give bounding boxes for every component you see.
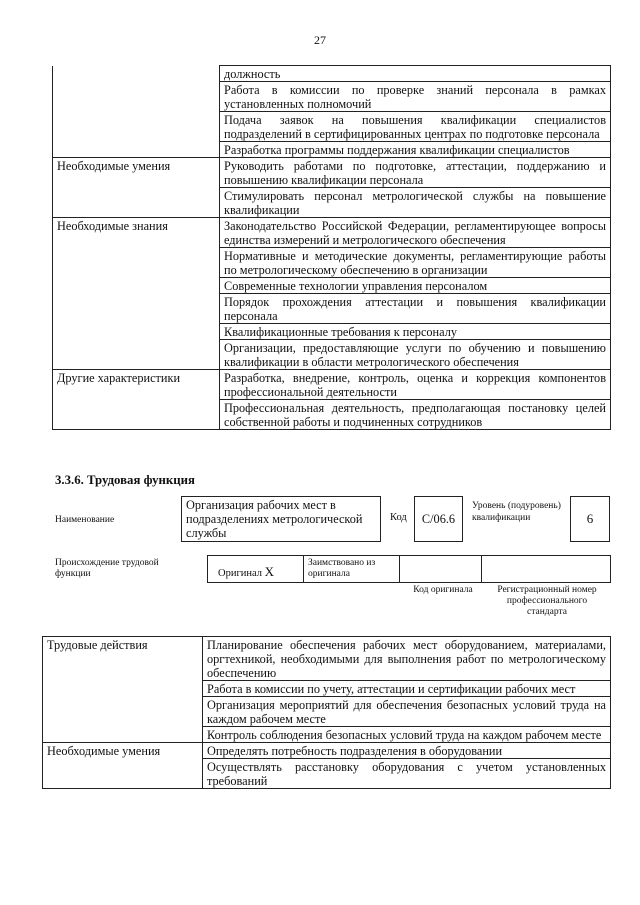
table-row bbox=[53, 294, 611, 324]
original-mark: X bbox=[264, 564, 275, 579]
table-row bbox=[43, 681, 611, 697]
row-label: Необходимые умения bbox=[43, 743, 203, 759]
row-label bbox=[43, 681, 203, 697]
original-label: Оригинал bbox=[218, 568, 262, 579]
row-text: Определять потребность подразделения в оборудовании bbox=[203, 743, 611, 759]
table-row bbox=[53, 158, 611, 188]
row-label bbox=[53, 142, 220, 158]
table-row bbox=[53, 112, 611, 142]
row-label bbox=[53, 340, 220, 370]
row-label bbox=[53, 294, 220, 324]
table-row bbox=[53, 400, 611, 430]
table-row bbox=[53, 66, 611, 82]
row-label: Трудовые действия bbox=[43, 637, 203, 681]
competency-table-bottom bbox=[42, 636, 611, 789]
section-title: 3.3.6. Трудовая функция bbox=[55, 473, 195, 487]
row-text: Организация мероприятий для обеспечения безопасных условий труда на каждом рабочем месте bbox=[203, 697, 611, 727]
table-row bbox=[43, 743, 611, 759]
table-row bbox=[53, 142, 611, 158]
row-label bbox=[53, 400, 220, 430]
row-label: Необходимые умения bbox=[53, 158, 220, 188]
origin-label: Происхождение трудовой функции bbox=[55, 558, 159, 579]
row-text: Планирование обеспечения рабочих мест оборудованием, материалами, оргтехникой, необходимыми для выполнения работ по метрологическому обеспечению bbox=[203, 637, 611, 681]
row-label: Другие характеристики bbox=[53, 370, 220, 400]
borrowed-label: Заимствовано из оригинала bbox=[308, 558, 376, 579]
row-text: Законодательство Российской Федерации, регламентирующее вопросы единства измерений и метрологического обеспечения bbox=[220, 218, 611, 248]
level-label: Уровень (подуровень) квалификации bbox=[472, 501, 561, 523]
row-label bbox=[43, 759, 203, 789]
row-label bbox=[43, 727, 203, 743]
row-label: Необходимые знания bbox=[53, 218, 220, 248]
level-box: 6 bbox=[570, 496, 610, 542]
orig-code-cell bbox=[400, 556, 482, 582]
row-label bbox=[53, 248, 220, 278]
row-text: должность bbox=[220, 66, 611, 82]
row-text: Подача заявок на повышения квалификации специалистов подразделений в сертифицированных центрах по подготовке персонала bbox=[220, 112, 611, 142]
row-text: Руководить работами по подготовке, аттестации, поддержанию и повышению квалификации персонала bbox=[220, 158, 611, 188]
table-row bbox=[53, 370, 611, 400]
original-cell bbox=[208, 556, 304, 582]
row-label bbox=[53, 278, 220, 294]
row-text: Стимулировать персонал метрологической службы на повышение квалификации bbox=[220, 188, 611, 218]
row-text: Осуществлять расстановку оборудования с учетом установленных требований bbox=[203, 759, 611, 789]
table-row bbox=[53, 324, 611, 340]
row-text: Работа в комиссии по учету, аттестации и сертификации рабочих мест bbox=[203, 681, 611, 697]
row-text: Нормативные и методические документы, регламентирующие работы по метрологическому обеспечению в организации bbox=[220, 248, 611, 278]
row-text: Порядок прохождения аттестации и повышения квалификации персонала bbox=[220, 294, 611, 324]
row-text: Квалификационные требования к персоналу bbox=[220, 324, 611, 340]
table-row bbox=[43, 637, 611, 681]
table-row bbox=[43, 759, 611, 789]
row-text: Работа в комиссии по проверке знаний персонала в рамках установленных полномочий bbox=[220, 82, 611, 112]
row-label bbox=[53, 188, 220, 218]
row-text: Разработка, внедрение, контроль, оценка и коррекция компонентов профессиональной деятельности bbox=[220, 370, 611, 400]
row-label bbox=[53, 66, 220, 82]
row-label bbox=[53, 112, 220, 142]
row-text: Современные технологии управления персоналом bbox=[220, 278, 611, 294]
row-text: Контроль соблюдения безопасных условий труда на каждом рабочем месте bbox=[203, 727, 611, 743]
borrowed-cell bbox=[304, 556, 400, 582]
row-text: Организации, предоставляющие услуги по обучению и повышению квалификации в области метрологического обеспечения bbox=[220, 340, 611, 370]
row-text: Профессиональная деятельность, предполагающая постановку целей собственной работы и подчиненных сотрудников bbox=[220, 400, 611, 430]
table-row bbox=[43, 697, 611, 727]
origin-row bbox=[207, 555, 611, 583]
name-label: Наименование bbox=[55, 515, 115, 525]
table-row bbox=[53, 278, 611, 294]
row-text: Разработка программы поддержания квалификации специалистов bbox=[220, 142, 611, 158]
row-label bbox=[53, 82, 220, 112]
row-label bbox=[43, 697, 203, 727]
competency-table-top bbox=[52, 65, 611, 430]
table-row bbox=[53, 218, 611, 248]
code-box: C/06.6 bbox=[414, 496, 463, 542]
code-label: Код bbox=[390, 512, 407, 523]
page-number: 27 bbox=[314, 33, 326, 47]
table-row bbox=[53, 82, 611, 112]
table-row bbox=[53, 248, 611, 278]
orig-code-label: Код оригинала bbox=[413, 585, 473, 595]
table-row bbox=[53, 340, 611, 370]
reg-number-label: Регистрационный номер профессионального стандарта bbox=[497, 585, 597, 617]
table-row bbox=[43, 727, 611, 743]
row-label bbox=[53, 324, 220, 340]
function-name-box: Организация рабочих мест в подразделениях метрологической службы bbox=[181, 496, 381, 542]
table-row bbox=[53, 188, 611, 218]
